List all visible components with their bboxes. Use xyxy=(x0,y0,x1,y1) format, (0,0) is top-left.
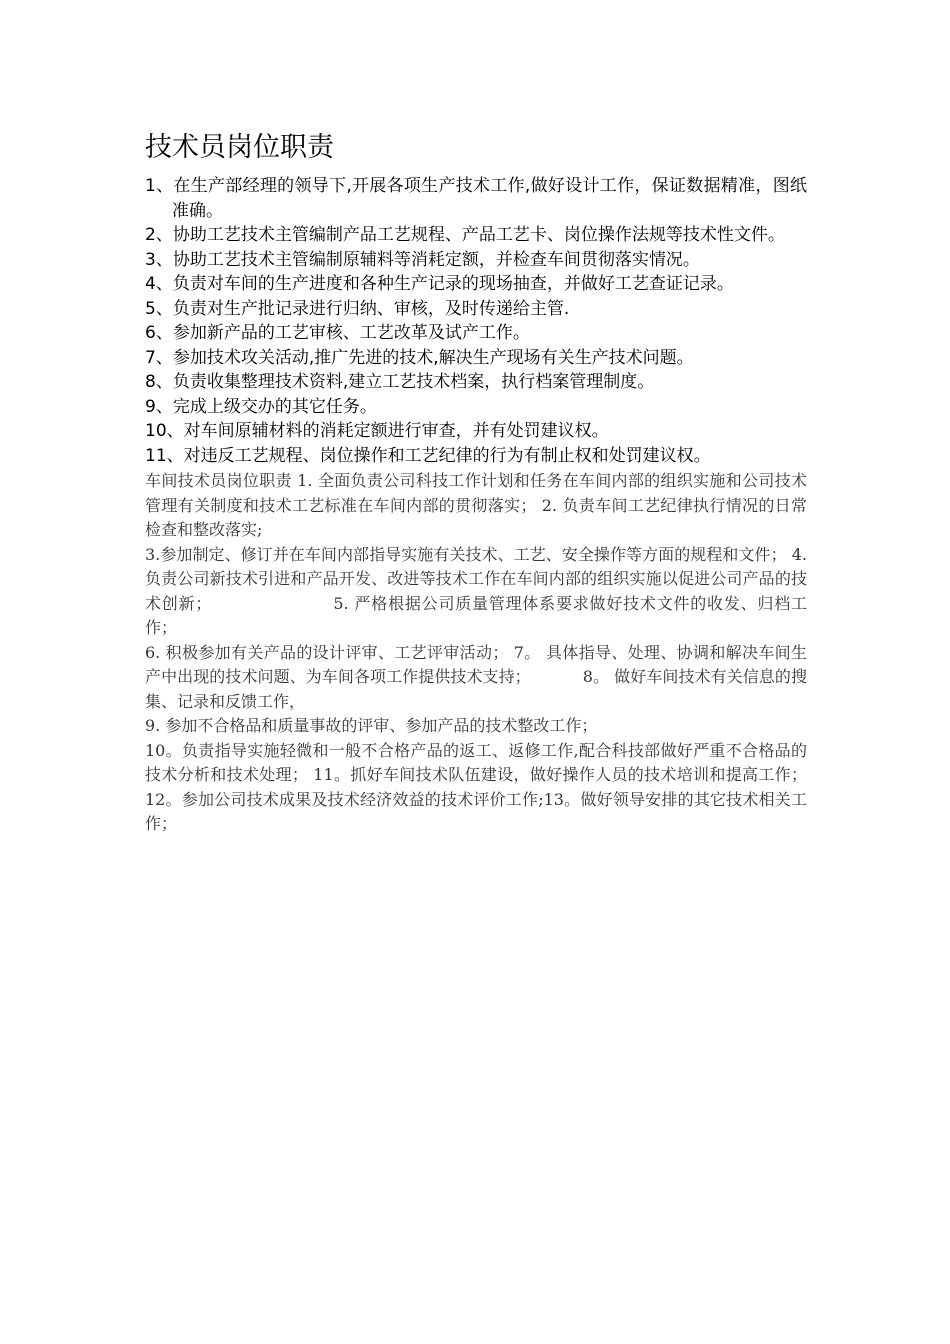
duty-item-2: 2、协助工艺技术主管编制产品工艺规程、产品工艺卡、岗位操作法规等技术性文件。 xyxy=(145,225,785,245)
duty-item-9: 9、完成上级交办的其它任务。 xyxy=(145,396,377,417)
duty-item-11: 11、对违反工艺规程、岗位操作和工艺纪律的行为有制止权和处罚建议权。 xyxy=(145,445,711,466)
workshop-paragraph-1: 车间技术员岗位职责 1. 全面负责公司科技工作计划和任务在车间内部的组织实施和公司技术管理有关制度和技术工艺标准在车间内部的贯彻落实； 2. 负责车间工艺纪律执行情况的日常检查和整改落实; xyxy=(145,471,807,539)
workshop-paragraph-2 xyxy=(145,543,807,641)
document-title: 技术员岗位职责 xyxy=(145,132,334,163)
duty-item-4: 4、负责对车间的生产进度和各种生产记录的现场抽查，并做好工艺查证记录。 xyxy=(145,274,734,294)
duty-item-6: 6、参加新产品的工艺审核、工艺改革及试产工作。 xyxy=(145,323,530,343)
duty-item-3: 3、协助工艺技术主管编制原辅料等消耗定额，并检查车间贯彻落实情况。 xyxy=(145,249,700,270)
workshop-paragraph-5: 10。负责指导实施轻微和一般不合格产品的返工、返修工作,配合科技部做好严重不合格品的技术分析和技术处理； 11。抓好车间技术队伍建设，做好操作人员的技术培训和提高工作； 12。参加公司技术成果及技术经济效益的技术评价工作;13。做好领导安排的其它技术相关工作； xyxy=(145,740,807,833)
duty-item-7: 7、参加技术攻关活动,推广先进的技术,解决生产现场有关生产技术问题。 xyxy=(145,347,694,368)
duty-item-5: 5、负责对生产批记录进行归纳、审核，及时传递给主管. xyxy=(145,298,570,319)
duty-item-10: 10、对车间原辅材料的消耗定额进行审查，并有处罚建议权。 xyxy=(145,421,609,441)
workshop-paragraph-2-part-b: 5. 严格根据公司质量管理体系要求做好技术文件的收发、归档工作； xyxy=(145,593,807,637)
workshop-duties-section xyxy=(145,469,807,837)
workshop-paragraph-3 xyxy=(145,641,807,715)
workshop-paragraph-3-part-b: 8。 做好车间技术有关信息的搜集、记录和反馈工作， xyxy=(145,667,807,711)
duty-item-1: 1、在生产部经理的领导下,开展各项生产技术工作,做好设计工作，保证数据精准，图纸准确。 xyxy=(145,176,807,221)
workshop-paragraph-4: 9. 参加不合格品和质量事故的评审、参加产品的技术整改工作； xyxy=(145,716,598,735)
duty-list xyxy=(145,174,807,468)
workshop-paragraph-2-part-a: 3.参加制定、修订并在车间内部指导实施有关技术、工艺、安全操作等方面的规程和文件； 4. 负责公司新技术引进和产品开发、改进等技术工作在车间内部的组织实施以促进公司产品的技术创新； xyxy=(145,544,807,613)
duty-item-8: 8、负责收集整理技术资料,建立工艺技术档案，执行档案管理制度。 xyxy=(145,372,655,392)
workshop-paragraph-3-part-a: 6. 积极参加有关产品的设计评审、工艺评审活动； 7。 具体指导、处理、协调和解决车间生产中出现的技术问题、为车间各项工作提供技术支持； xyxy=(145,642,807,686)
document-page xyxy=(145,128,807,837)
